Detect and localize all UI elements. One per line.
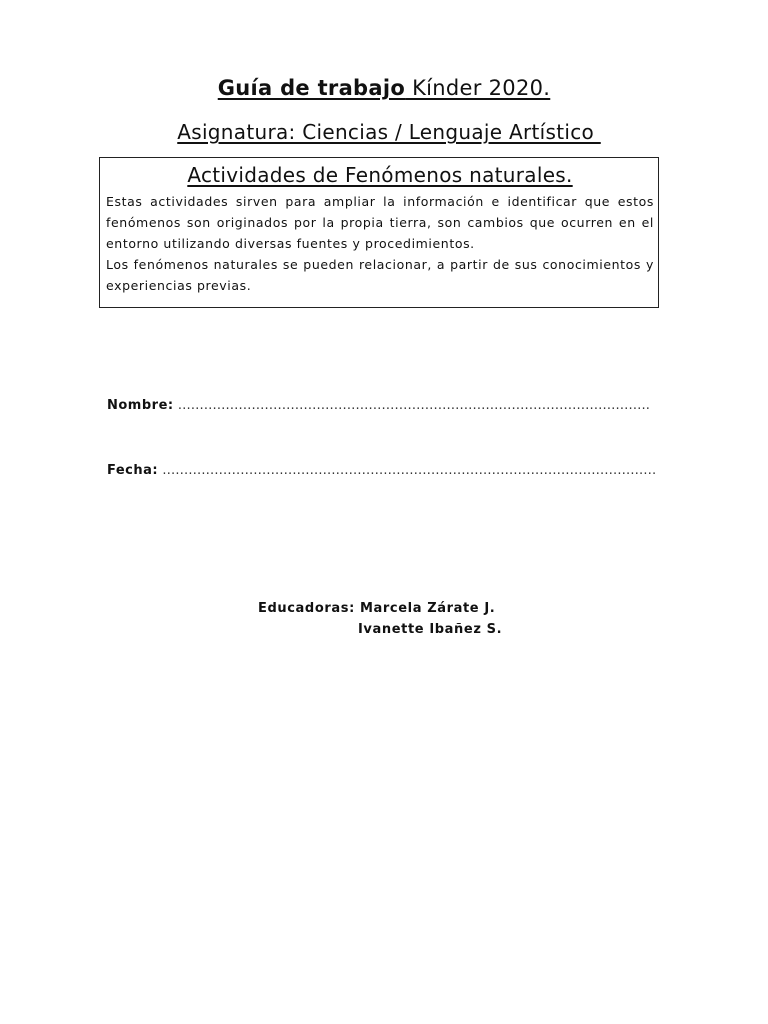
date-label: Fecha:	[107, 463, 159, 478]
date-field[interactable]	[107, 463, 656, 478]
educators-line-1: Educadoras: Marcela Zárate J.	[258, 601, 496, 616]
activities-title: Actividades de Fenómenos naturales.	[187, 163, 573, 187]
activities-paragraph-1: Estas actividades sirven para ampliar la información e identificar que estos fenómenos son originados por la propia tierra, son cambios que ocurren en el entorno utilizando diversas fuentes y procedimientos.	[106, 194, 654, 251]
name-dotted-line: ……………………………………………………………………………………………….	[173, 398, 650, 413]
subject-heading: Asignatura: Ciencias / Lenguaje Artístico	[177, 120, 601, 144]
page-title	[0, 76, 768, 100]
activities-box	[99, 157, 659, 308]
educators-line-2: Ivanette Ibañez S.	[358, 622, 503, 637]
name-label: Nombre:	[107, 398, 174, 413]
activities-paragraph-2: Los fenómenos naturales se pueden relacionar, a partir de sus conocimientos y experiencias previas.	[106, 257, 654, 293]
name-field[interactable]	[107, 398, 650, 413]
title-bold-text: Guía de trabajo	[217, 76, 406, 100]
title-rest-text: Kínder 2020.	[405, 76, 551, 100]
date-dotted-line: ……………………………………………………………………………………………………	[158, 463, 657, 478]
